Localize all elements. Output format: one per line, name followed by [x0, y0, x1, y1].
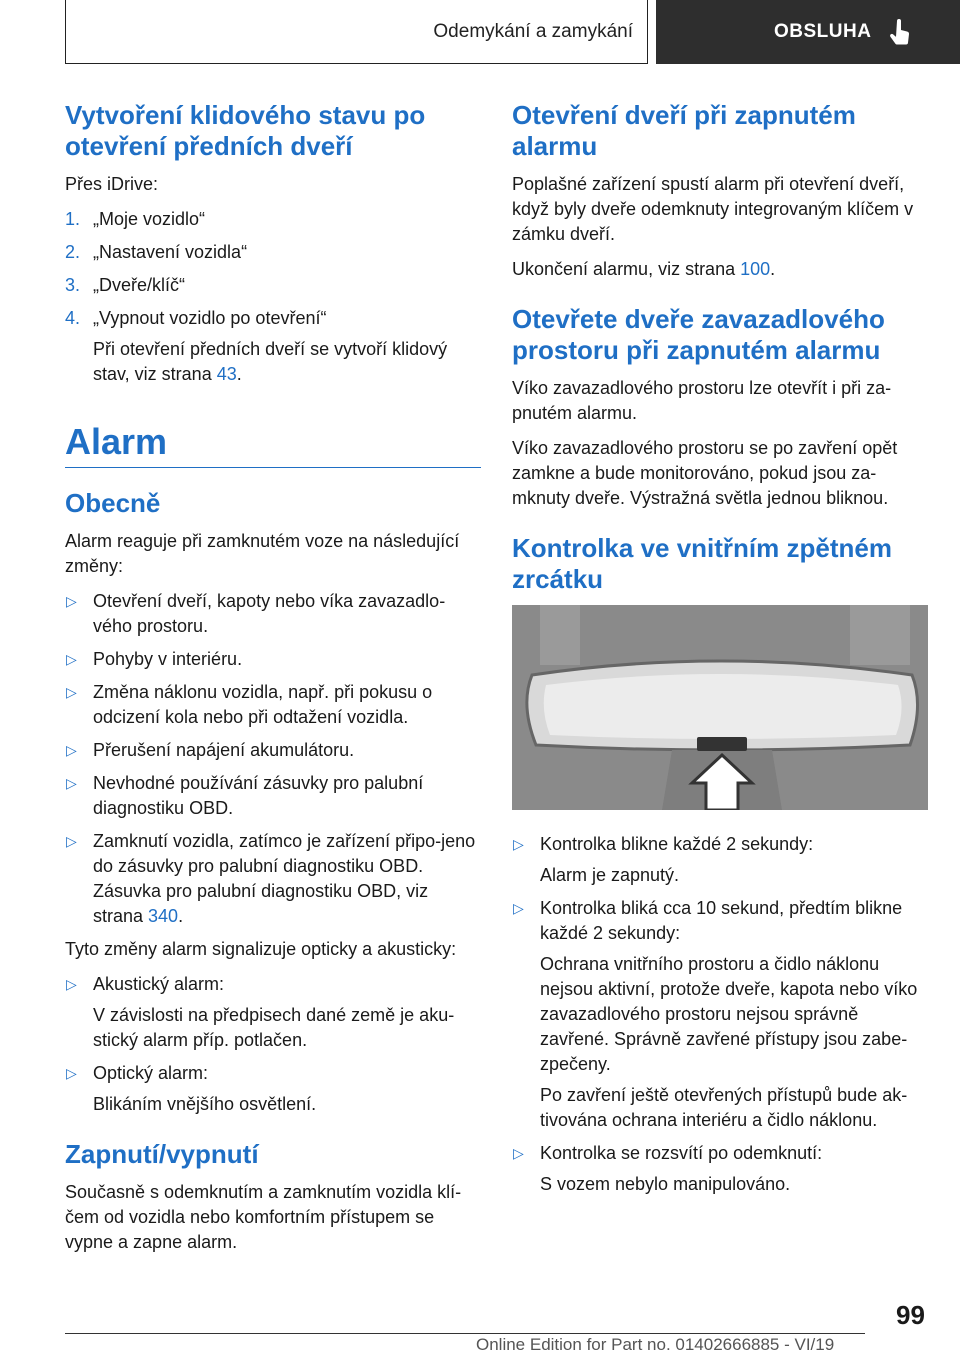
section-title: Odemykání a zamykání [433, 20, 633, 42]
rearview-mirror-icon [512, 605, 928, 810]
indicator-list [512, 832, 928, 1197]
step-number: 1. [65, 209, 81, 229]
triangle-bullet-icon: ▷ [66, 1065, 77, 1081]
item-text: Pohyby v interiéru. [93, 649, 243, 669]
step-number: 2. [65, 242, 81, 262]
step-note: Při otevření předních dveří se vytvoří klidový stav, viz strana 43. [93, 339, 448, 384]
door-end-text: Ukončení alarmu, viz strana [512, 259, 741, 279]
item-text: Optický alarm: [93, 1063, 209, 1083]
page-number: 99 [896, 1300, 925, 1330]
heading-trunk-alarm: Otevřete dveře zavazadlového prostoru při zapnutém alarmu [512, 304, 885, 365]
header-chapter-tab [656, 0, 960, 64]
item-text: Kontrolka bliká cca 10 sekund, předtím blikne každé 2 sekundy: [540, 898, 903, 943]
item-text: Zamknutí vozidla, zatímco je zařízení připo-jeno do zásuvky pro palubní diagnostiku OBD. Zásuvka pro palubní diagnostiku OBD, viz strana [93, 831, 476, 926]
heading-general: Obecně [65, 488, 161, 518]
idle-intro: Přes iDrive: [65, 174, 159, 194]
triangle-bullet-icon: ▷ [66, 593, 77, 609]
footer-divider [65, 1333, 865, 1334]
step-text: „Nastavení vozidla“ [93, 242, 248, 262]
header-section-title [65, 0, 648, 64]
heading-on-off: Zapnutí/vypnutí [65, 1139, 259, 1169]
list-item: ▷ Zamknutí vozidla, zatímco je zařízení připo-jeno do zásuvky pro palubní diagnostiku OBD. Zásuvka pro palubní diagnostiku OBD, viz strana 340. [66, 831, 476, 926]
chapter-title: OBSLUHA [774, 21, 872, 42]
signal-intro: Tyto změny alarm signalizuje opticky a akusticky: [65, 939, 457, 959]
triangle-bullet-icon: ▷ [66, 651, 77, 667]
trunk-text-1: Víko zavazadlového prostoru lze otevřít i při za-pnutém alarmu. [512, 378, 892, 423]
triangle-bullet-icon: ▷ [513, 900, 524, 916]
heading-alarm: Alarm [65, 421, 481, 468]
list-item [65, 1061, 481, 1117]
list-item [65, 647, 481, 672]
list-item [65, 972, 481, 1053]
list-item [65, 273, 481, 298]
item-note: Po zavření ještě otevřených přístupů bude ak-tivována ochrana interiéru a čidlo náklonu. [540, 1085, 908, 1130]
page-ref-link[interactable]: 43 [216, 364, 237, 384]
door-end: Ukončení alarmu, viz strana 100. [512, 259, 776, 279]
triangle-bullet-icon: ▷ [66, 976, 77, 992]
list-item [65, 738, 481, 763]
list-item [65, 680, 481, 730]
item-text: Akustický alarm: [93, 974, 225, 994]
list-item [65, 589, 481, 639]
item-note: Blikáním vnějšího osvětlení. [93, 1094, 317, 1114]
idle-steps-list [65, 207, 481, 387]
triangle-bullet-icon: ▷ [66, 833, 77, 849]
step-text: „Dveře/klíč“ [93, 275, 186, 295]
item-note: V závislosti na předpisech dané země je aku-stický alarm příp. potlačen. [93, 1005, 455, 1050]
triangle-bullet-icon: ▷ [513, 836, 524, 852]
right-column [512, 100, 928, 1205]
footer-edition: Online Edition for Part no. 01402666885 - VI/19 [476, 1335, 835, 1354]
page-ref-link[interactable]: 100 [740, 259, 771, 279]
item-text: Kontrolka se rozsvítí po odemknutí: [540, 1143, 823, 1163]
heading-door-alarm: Otevření dveří při zapnutém alarmu [512, 100, 856, 161]
step-note-text: Při otevření předních dveří se vytvoří klidový stav, viz strana [93, 339, 448, 384]
signal-list [65, 972, 481, 1117]
step-text: „Vypnout vozidlo po otevření“ [93, 308, 327, 328]
item-text: Nevhodné používání zásuvky pro palubní diagnostiku OBD. [93, 773, 424, 818]
item-text: Otevření dveří, kapoty nebo víka zavazadlo-vého prostoru. [93, 591, 446, 636]
step-number: 4. [65, 308, 81, 328]
list-item [65, 771, 481, 821]
triangle-bullet-icon: ▷ [513, 1145, 524, 1161]
door-text: Poplašné zařízení spustí alarm při otevření dveří, když byly dveře odemknuty integrovaným klíčem v zámku dveří. [512, 174, 914, 244]
item-note: Ochrana vnitřního prostoru a čidlo náklonu nejsou aktivní, protože dveře, kapota nebo víko zavazadlového prostoru nejsou správně zavřené. Správně zavřené přístupy jsou zabe-zpečeny. [540, 954, 918, 1074]
heading-idle-state: Vytvoření klidového stavu po otevření předních dveří [65, 100, 426, 161]
left-column [65, 100, 481, 1265]
general-list [65, 589, 481, 929]
hand-pointer-icon [889, 19, 911, 45]
mirror-illustration [512, 605, 928, 810]
list-item [65, 207, 481, 232]
heading-mirror-indicator: Kontrolka ve vnitřním zpětném zrcátku [512, 533, 892, 594]
item-note: S vozem nebylo manipulováno. [540, 1174, 791, 1194]
triangle-bullet-icon: ▷ [66, 742, 77, 758]
step-text: „Moje vozidlo“ [93, 209, 206, 229]
list-item [512, 1141, 928, 1197]
item-text: Kontrolka blikne každé 2 sekundy: [540, 834, 814, 854]
item-text: Změna náklonu vozidla, např. při pokusu o odcizení kola nebo při odtažení vozidla. [93, 682, 433, 727]
on-off-text: Současně s odemknutím a zamknutím vozidla klí-čem od vozidla nebo komfortním přístupem se vypne a zapne alarm. [65, 1182, 462, 1252]
general-intro: Alarm reaguje při zamknutém voze na následující změny: [65, 531, 460, 576]
list-item [512, 832, 928, 888]
triangle-bullet-icon: ▷ [66, 684, 77, 700]
trunk-text-2: Víko zavazadlového prostoru se po zavření opět zamkne a bude monitorováno, pokud jsou za-mknuty dveře. Výstražná světla jednou bliknou. [512, 438, 898, 508]
list-item [65, 240, 481, 265]
list-item [512, 896, 928, 1133]
triangle-bullet-icon: ▷ [66, 775, 77, 791]
item-note: Alarm je zapnutý. [540, 865, 680, 885]
step-number: 3. [65, 275, 81, 295]
list-item [65, 306, 481, 387]
item-text: Přerušení napájení akumulátoru. [93, 740, 355, 760]
page-ref-link[interactable]: 340 [148, 906, 179, 926]
